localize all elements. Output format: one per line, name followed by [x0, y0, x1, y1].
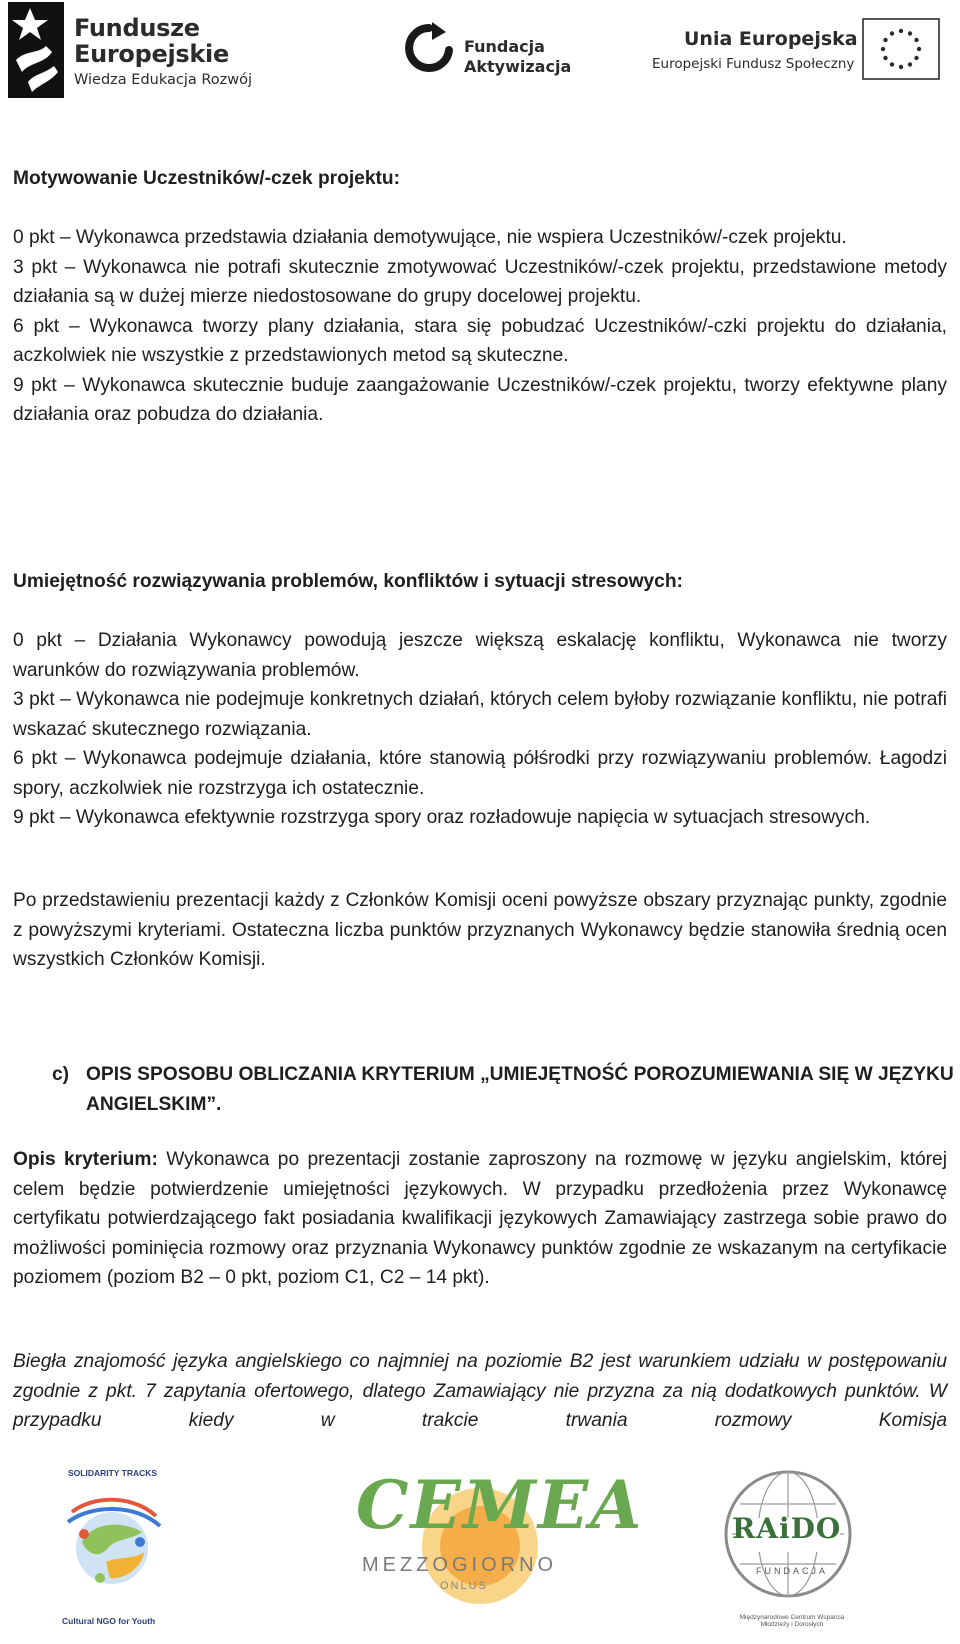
criterion-item: 6 pkt – Wykonawca tworzy plany działania, stara się pobudzać Uczestników/-czki projektu do działania, aczkolwiek nie wszystkie z przedstawionych metod są skuteczne. [13, 315, 947, 366]
criterion-description-text: Wykonawca po prezentacji zostanie zaproszony na rozmowę w języku angielskim, której celem będzie potwierdzenie umiejętności językowych. W przypadku przedłożenia przez Wykonawcę certyfikatu potwierdzającego fakt posiadania kwalifikacji językowych Zamawiający zastrzega sobie prawo do możliwości pominięcia rozmowy oraz przyznania Wykonawcy punktów zgodnie ze wskazanym na certyfikacie poziomem (poziom B2 – 0 pkt, poziom C1, C2 – 14 pkt). [13, 1149, 947, 1288]
eu-flag-icon [862, 18, 940, 80]
criterion-item: 3 pkt – Wykonawca nie potrafi skutecznie zmotywować Uczestników/-czek projektu, przedstawione metody działania są w dużej mierze niedostosowane do grupy docelowej projektu. [13, 256, 947, 307]
criterion-item: 9 pkt – Wykonawca efektywnie rozstrzyga spory oraz rozładowuje napięcia w sytuacjach stresowych. [13, 807, 871, 828]
section-c-heading-text: OPIS SPOSOBU OBLICZANIA KRYTERIUM „UMIEJĘTNOŚĆ POROZUMIEWANIA SIĘ W JĘZYKU ANGIELSKIM”. [86, 1064, 954, 1115]
solidarity-tracks-logo [58, 1464, 170, 1632]
section-problemy-criteria [13, 626, 947, 833]
criterion-description-paragraph [13, 1145, 947, 1293]
ue-title: Unia Europejska [684, 28, 858, 50]
cemea-onlus: ONLUS [440, 1580, 488, 1592]
raido-fundacja-label: FUNDACJA [755, 1566, 828, 1576]
solidarity-tracks-tagline: Cultural NGO for Youth [62, 1616, 156, 1626]
section-c-letter: c) [52, 1064, 70, 1085]
section-problemy-title: Umiejętność rozwiązywania problemów, konfliktów i sytuacji stresowych: [13, 571, 683, 592]
fundacja-aktywizacja-mark-icon [402, 18, 456, 80]
fe-title-line1: Fundusze [74, 14, 200, 42]
cemea-mezzogiorno-logo [350, 1466, 644, 1636]
scoring-summary-paragraph [13, 886, 947, 975]
scoring-summary-text: Po przedstawieniu prezentacji każdy z Członków Komisji oceni powyższe obszary przyznając punkty, zgodnie z powyższymi kryteriami. Ostateczna liczba punktów przyznanych Wykonawcy będzie stanowiła średnią ocen wszystkich Członków Komisji. [13, 890, 947, 970]
english-requirement-paragraph [13, 1347, 947, 1436]
unia-europejska-logo [652, 18, 952, 82]
solidarity-tracks-title: SOLIDARITY TRACKS [68, 1468, 158, 1478]
criterion-item: 3 pkt – Wykonawca nie podejmuje konkretnych działań, których celem byłoby rozwiązanie konfliktu, nie potrafi wskazać skutecznego rozwiązania. [13, 689, 947, 740]
english-requirement-text: Biegła znajomość języka angielskiego co najmniej na poziomie B2 jest warunkiem udziału w postępowaniu zgodnie z pkt. 7 zapytania ofertowego, dlatego Zamawiający nie przyzna za nią dodatkowych punktów. W przypadku kiedy w trakcie trwania rozmowy Komisja [13, 1351, 947, 1431]
raido-tagline: Międzynarodowe Centrum Wsparcia Młodzieży i Dorosłych [739, 1614, 845, 1628]
solidarity-tracks-globe-icon [62, 1482, 166, 1610]
fundusze-europejskie-mark-icon [8, 2, 64, 98]
criterion-item: 0 pkt – Wykonawca przedstawia działania demotywujące, nie wspiera Uczestników/-czek projektu. [13, 227, 847, 248]
fa-title-line1: Fundacja [464, 37, 545, 56]
fa-title-line2: Aktywizacja [464, 57, 572, 76]
raido-fundacja-logo [718, 1468, 858, 1636]
fundacja-aktywizacja-logo [402, 18, 572, 80]
section-motywowanie-title: Motywowanie Uczestników/-czek projektu: [13, 168, 401, 189]
criterion-description [13, 1145, 947, 1293]
criterion-item: 9 pkt – Wykonawca skutecznie buduje zaangażowanie Uczestników/-czek projektu, tworzy efektywne plany działania oraz pobudza do działania. [13, 374, 947, 425]
ue-subtitle: Europejski Fundusz Społeczny [652, 56, 855, 72]
raido-wordmark: RAiDO [732, 1512, 842, 1545]
fe-subtitle: Wiedza Edukacja Rozwój [74, 72, 253, 88]
criterion-description-label: Opis kryterium: [13, 1149, 158, 1170]
section-motywowanie-criteria [13, 223, 947, 430]
cemea-subtitle: MEZZOGIORNO [362, 1554, 558, 1576]
cemea-wordmark: CEMEA [356, 1466, 644, 1544]
fe-title-line2: Europejskie [74, 40, 229, 68]
criterion-item: 0 pkt – Działania Wykonawcy powodują jeszcze większą eskalację konfliktu, Wykonawca nie tworzy warunków do rozwiązywania problemów. [13, 630, 947, 681]
criterion-item: 6 pkt – Wykonawca podejmuje działania, które stanowią półśrodki przy rozwiązywaniu problemów. Łagodzi spory, aczkolwiek nie rozstrzyga ich ostatecznie. [13, 748, 947, 799]
fundusze-europejskie-logo [8, 2, 273, 98]
